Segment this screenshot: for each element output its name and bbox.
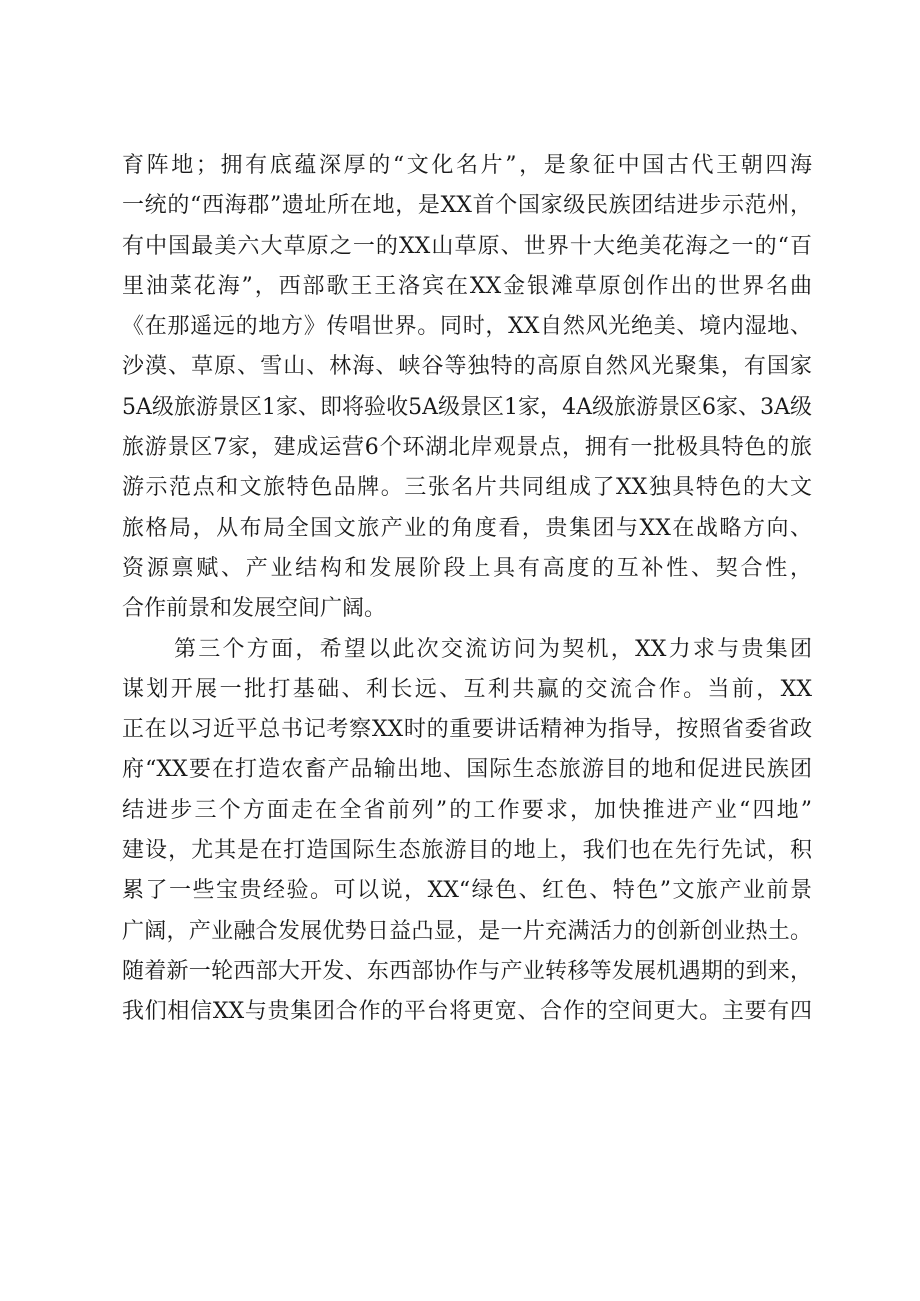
text-line: 里油菜花海”，西部歌王王洛宾在XX金银滩草原创作出的世界名曲 [122, 273, 812, 299]
text-line: 有中国最美六大草原之一的XX山草原、世界十大绝美花海之一的“百 [122, 233, 812, 259]
text-line: 正在以习近平总书记考察XX时的重要讲话精神为指导，按照省委省政 [122, 717, 812, 743]
text-line: 游示范点和文旅特色品牌。三张名片共同组成了XX独具特色的大文 [122, 475, 812, 501]
body-text [122, 146, 812, 1033]
text-line: 5A级旅游景区1家、即将验收5A级景区1家，4A级旅游景区6家、3A级 [122, 394, 812, 420]
text-line: 合作前景和发展空间广阔。 [122, 596, 387, 622]
text-line: 广阔，产业融合发展优势日益凸显，是一片充满活力的创新创业热土。 [122, 918, 812, 944]
text-line: 旅游景区7家，建成运营6个环湖北岸观景点，拥有一批极具特色的旅 [122, 435, 812, 461]
text-line: 随着新一轮西部大开发、东西部协作与产业转移等发展机遇期的到来， [122, 958, 812, 984]
text-line: 建设，尤其是在打造国际生态旅游目的地上，我们也在先行先试，积 [122, 838, 812, 864]
text-line: 旅格局，从布局全国文旅产业的角度看，贵集团与XX在战略方向、 [122, 515, 812, 541]
text-line: 育阵地；拥有底蕴深厚的“文化名片”，是象征中国古代王朝四海 [122, 153, 812, 178]
text-line: 《在那遥远的地方》传唱世界。同时，XX自然风光绝美、境内湿地、 [122, 314, 812, 340]
text-line: 结进步三个方面走在全省前列”的工作要求，加快推进产业“四地” [122, 797, 812, 823]
text-line: 累了一些宝贵经验。可以说，XX“绿色、红色、特色”文旅产业前景 [122, 878, 812, 904]
text-line: 一统的“西海郡”遗址所在地，是XX首个国家级民族团结进步示范州， [122, 193, 812, 219]
paragraph-first-line: 第三个方面，希望以此次交流访问为契机，XX力求与贵集团 [174, 636, 812, 662]
text-line: 资源禀赋、产业结构和发展阶段上具有高度的互补性、契合性， [122, 555, 812, 581]
text-line: 沙漠、草原、雪山、林海、峡谷等独特的高原自然风光聚集，有国家 [122, 354, 812, 380]
text-line: 府“XX要在打造农畜产品输出地、国际生态旅游目的地和促进民族团 [122, 757, 812, 783]
text-line: 谋划开展一批打基础、利长远、互利共赢的交流合作。当前，XX [122, 676, 812, 702]
text-line: 我们相信XX与贵集团合作的平台将更宽、合作的空间更大。主要有四 [122, 999, 812, 1025]
